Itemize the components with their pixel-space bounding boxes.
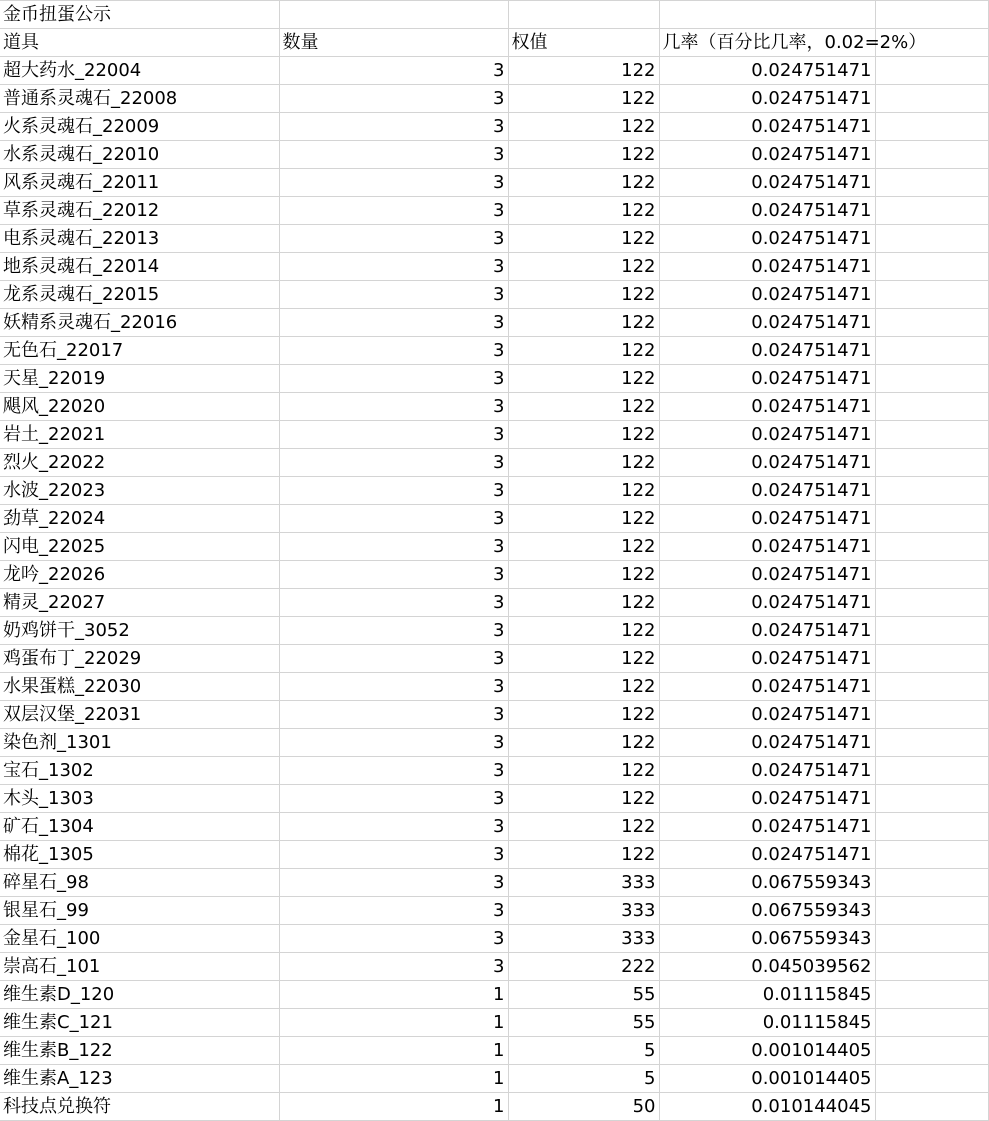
item-cell[interactable]: 劲草_22024: [0, 505, 279, 533]
empty-cell[interactable]: [508, 1, 659, 29]
probability-cell[interactable]: 0.024751471: [659, 617, 875, 645]
quantity-cell[interactable]: 3: [279, 953, 508, 981]
item-cell[interactable]: 银星石_99: [0, 897, 279, 925]
empty-cell[interactable]: [875, 533, 988, 561]
quantity-cell[interactable]: 3: [279, 533, 508, 561]
probability-cell[interactable]: 0.01115845: [659, 1009, 875, 1037]
empty-cell[interactable]: [875, 1009, 988, 1037]
table-row: [0, 281, 988, 309]
weight-cell[interactable]: 122: [508, 253, 659, 281]
weight-cell[interactable]: 122: [508, 617, 659, 645]
empty-cell[interactable]: [875, 85, 988, 113]
quantity-cell[interactable]: 3: [279, 561, 508, 589]
weight-cell[interactable]: 122: [508, 393, 659, 421]
weight-cell[interactable]: 122: [508, 477, 659, 505]
probability-cell[interactable]: 0.024751471: [659, 85, 875, 113]
empty-cell[interactable]: [875, 841, 988, 869]
table-row: [0, 813, 988, 841]
table-row: [0, 113, 988, 141]
weight-cell[interactable]: 122: [508, 841, 659, 869]
weight-cell[interactable]: 333: [508, 897, 659, 925]
weight-cell[interactable]: 122: [508, 813, 659, 841]
empty-cell[interactable]: [875, 953, 988, 981]
probability-cell[interactable]: 0.024751471: [659, 449, 875, 477]
table-row: [0, 841, 988, 869]
empty-cell[interactable]: [875, 169, 988, 197]
weight-cell[interactable]: 55: [508, 1009, 659, 1037]
quantity-cell[interactable]: 3: [279, 365, 508, 393]
weight-cell[interactable]: 122: [508, 337, 659, 365]
item-cell[interactable]: 鸡蛋布丁_22029: [0, 645, 279, 673]
quantity-cell[interactable]: 3: [279, 813, 508, 841]
empty-cell[interactable]: [875, 589, 988, 617]
table-row: [0, 449, 988, 477]
item-cell[interactable]: 火系灵魂石_22009: [0, 113, 279, 141]
table-row: [0, 953, 988, 981]
probability-cell[interactable]: 0.024751471: [659, 757, 875, 785]
empty-cell[interactable]: [875, 365, 988, 393]
header-cell-item[interactable]: 道具: [0, 29, 279, 57]
quantity-cell[interactable]: 1: [279, 1065, 508, 1093]
table-row: [0, 617, 988, 645]
item-cell[interactable]: 维生素D_120: [0, 981, 279, 1009]
quantity-cell[interactable]: 3: [279, 757, 508, 785]
item-cell[interactable]: 妖精系灵魂石_22016: [0, 309, 279, 337]
empty-cell[interactable]: [875, 449, 988, 477]
probability-cell[interactable]: 0.024751471: [659, 589, 875, 617]
table-row: [0, 477, 988, 505]
probability-cell[interactable]: 0.067559343: [659, 897, 875, 925]
weight-cell[interactable]: 122: [508, 421, 659, 449]
table-row: [0, 645, 988, 673]
table-row: [0, 561, 988, 589]
weight-cell[interactable]: 122: [508, 533, 659, 561]
quantity-cell[interactable]: 1: [279, 981, 508, 1009]
quantity-cell[interactable]: 3: [279, 645, 508, 673]
empty-cell[interactable]: [875, 197, 988, 225]
quantity-cell[interactable]: 3: [279, 85, 508, 113]
table-row: [0, 393, 988, 421]
probability-cell[interactable]: 0.024751471: [659, 309, 875, 337]
empty-cell[interactable]: [875, 925, 988, 953]
probability-cell[interactable]: 0.010144045: [659, 1093, 875, 1121]
quantity-cell[interactable]: 3: [279, 897, 508, 925]
weight-cell[interactable]: 122: [508, 589, 659, 617]
item-cell[interactable]: 宝石_1302: [0, 757, 279, 785]
item-cell[interactable]: 矿石_1304: [0, 813, 279, 841]
weight-cell[interactable]: 122: [508, 169, 659, 197]
weight-cell[interactable]: 122: [508, 505, 659, 533]
weight-cell[interactable]: 333: [508, 925, 659, 953]
weight-cell[interactable]: 122: [508, 561, 659, 589]
weight-cell[interactable]: 122: [508, 309, 659, 337]
table-row: [0, 365, 988, 393]
table-row: [0, 785, 988, 813]
quantity-cell[interactable]: 3: [279, 309, 508, 337]
quantity-cell[interactable]: 3: [279, 393, 508, 421]
table-row: [0, 701, 988, 729]
quantity-cell[interactable]: 3: [279, 281, 508, 309]
probability-cell[interactable]: 0.024751471: [659, 505, 875, 533]
weight-cell[interactable]: 50: [508, 1093, 659, 1121]
probability-cell[interactable]: 0.024751471: [659, 113, 875, 141]
weight-cell[interactable]: 122: [508, 757, 659, 785]
item-cell[interactable]: 奶鸡饼干_3052: [0, 617, 279, 645]
weight-cell[interactable]: 333: [508, 869, 659, 897]
quantity-cell[interactable]: 3: [279, 337, 508, 365]
table-row: [0, 57, 988, 85]
quantity-cell[interactable]: 3: [279, 925, 508, 953]
empty-cell[interactable]: [875, 309, 988, 337]
quantity-cell[interactable]: 3: [279, 113, 508, 141]
quantity-cell[interactable]: 3: [279, 169, 508, 197]
table-row: [0, 141, 988, 169]
table-row: [0, 337, 988, 365]
empty-cell[interactable]: [875, 561, 988, 589]
empty-cell[interactable]: [875, 813, 988, 841]
quantity-cell[interactable]: 3: [279, 673, 508, 701]
weight-cell[interactable]: 122: [508, 197, 659, 225]
probability-cell[interactable]: 0.024751471: [659, 701, 875, 729]
table-row: [0, 673, 988, 701]
item-cell[interactable]: 无色石_22017: [0, 337, 279, 365]
item-cell[interactable]: 龙系灵魂石_22015: [0, 281, 279, 309]
table-row: [0, 225, 988, 253]
probability-cell[interactable]: 0.024751471: [659, 421, 875, 449]
item-cell[interactable]: 普通系灵魂石_22008: [0, 85, 279, 113]
empty-cell[interactable]: [875, 673, 988, 701]
item-cell[interactable]: 木头_1303: [0, 785, 279, 813]
probability-cell[interactable]: 0.024751471: [659, 477, 875, 505]
weight-cell[interactable]: 122: [508, 673, 659, 701]
probability-cell[interactable]: 0.024751471: [659, 533, 875, 561]
table-row: [0, 169, 988, 197]
item-cell[interactable]: 维生素B_122: [0, 1037, 279, 1065]
table-row: [0, 1009, 988, 1037]
empty-cell[interactable]: [875, 981, 988, 1009]
item-cell[interactable]: 碎星石_98: [0, 869, 279, 897]
quantity-cell[interactable]: 3: [279, 141, 508, 169]
table-row: [0, 505, 988, 533]
probability-cell[interactable]: 0.067559343: [659, 925, 875, 953]
quantity-cell[interactable]: 3: [279, 841, 508, 869]
item-cell[interactable]: 维生素C_121: [0, 1009, 279, 1037]
probability-cell[interactable]: 0.001014405: [659, 1065, 875, 1093]
item-cell[interactable]: 水波_22023: [0, 477, 279, 505]
item-cell[interactable]: 水果蛋糕_22030: [0, 673, 279, 701]
probability-cell[interactable]: 0.024751471: [659, 365, 875, 393]
empty-cell[interactable]: [279, 1, 508, 29]
table-row: [0, 1037, 988, 1065]
weight-cell[interactable]: 5: [508, 1037, 659, 1065]
table-row: [0, 757, 988, 785]
weight-cell[interactable]: 55: [508, 981, 659, 1009]
empty-cell[interactable]: [875, 281, 988, 309]
item-cell[interactable]: 双层汉堡_22031: [0, 701, 279, 729]
table-row: [0, 85, 988, 113]
probability-cell[interactable]: 0.024751471: [659, 141, 875, 169]
probability-cell[interactable]: 0.024751471: [659, 561, 875, 589]
empty-cell[interactable]: [875, 1065, 988, 1093]
empty-cell[interactable]: [875, 337, 988, 365]
empty-cell[interactable]: [875, 757, 988, 785]
item-cell[interactable]: 飓风_22020: [0, 393, 279, 421]
probability-cell[interactable]: 0.024751471: [659, 813, 875, 841]
weight-cell[interactable]: 222: [508, 953, 659, 981]
item-cell[interactable]: 龙吟_22026: [0, 561, 279, 589]
probability-cell[interactable]: 0.024751471: [659, 785, 875, 813]
empty-cell[interactable]: [875, 141, 988, 169]
table-row: [0, 309, 988, 337]
table-row: [0, 925, 988, 953]
empty-cell[interactable]: [875, 701, 988, 729]
probability-cell[interactable]: 0.024751471: [659, 673, 875, 701]
item-cell[interactable]: 地系灵魂石_22014: [0, 253, 279, 281]
quantity-cell[interactable]: 3: [279, 869, 508, 897]
empty-cell[interactable]: [875, 1037, 988, 1065]
quantity-cell[interactable]: 1: [279, 1093, 508, 1121]
item-cell[interactable]: 精灵_22027: [0, 589, 279, 617]
empty-cell[interactable]: [875, 785, 988, 813]
item-cell[interactable]: 风系灵魂石_22011: [0, 169, 279, 197]
title-row: [0, 1, 988, 29]
empty-cell[interactable]: [875, 505, 988, 533]
table-row: [0, 1093, 988, 1121]
weight-cell[interactable]: 122: [508, 365, 659, 393]
quantity-cell[interactable]: 1: [279, 1037, 508, 1065]
probability-cell[interactable]: 0.024751471: [659, 337, 875, 365]
probability-cell[interactable]: 0.024751471: [659, 393, 875, 421]
item-cell[interactable]: 金星石_100: [0, 925, 279, 953]
table-row: [0, 981, 988, 1009]
weight-cell[interactable]: 122: [508, 785, 659, 813]
quantity-cell[interactable]: 3: [279, 225, 508, 253]
item-cell[interactable]: 水系灵魂石_22010: [0, 141, 279, 169]
header-cell-probability[interactable]: 几率（百分比几率，0.02=2%）: [659, 29, 875, 57]
probability-cell[interactable]: 0.045039562: [659, 953, 875, 981]
spreadsheet-body: [0, 1, 988, 1121]
weight-cell[interactable]: 122: [508, 225, 659, 253]
weight-cell[interactable]: 122: [508, 729, 659, 757]
table-row: [0, 197, 988, 225]
quantity-cell[interactable]: 1: [279, 1009, 508, 1037]
quantity-cell[interactable]: 3: [279, 505, 508, 533]
empty-cell[interactable]: [659, 1, 875, 29]
item-cell[interactable]: 染色剂_1301: [0, 729, 279, 757]
probability-cell[interactable]: 0.024751471: [659, 253, 875, 281]
empty-cell[interactable]: [875, 617, 988, 645]
table-row: [0, 1065, 988, 1093]
weight-cell[interactable]: 122: [508, 701, 659, 729]
item-cell[interactable]: 超大药水_22004: [0, 57, 279, 85]
quantity-cell[interactable]: 3: [279, 589, 508, 617]
empty-cell[interactable]: [875, 57, 988, 85]
weight-cell[interactable]: 122: [508, 645, 659, 673]
weight-cell[interactable]: 122: [508, 449, 659, 477]
probability-cell[interactable]: 0.067559343: [659, 869, 875, 897]
probability-cell[interactable]: 0.024751471: [659, 169, 875, 197]
empty-cell[interactable]: [875, 1, 988, 29]
empty-cell[interactable]: [875, 1093, 988, 1121]
quantity-cell[interactable]: 3: [279, 421, 508, 449]
header-cell-quantity[interactable]: 数量: [279, 29, 508, 57]
weight-cell[interactable]: 122: [508, 85, 659, 113]
probability-cell[interactable]: 0.024751471: [659, 281, 875, 309]
probability-cell[interactable]: 0.024751471: [659, 645, 875, 673]
probability-cell[interactable]: 0.024751471: [659, 729, 875, 757]
empty-cell[interactable]: [875, 869, 988, 897]
weight-cell[interactable]: 122: [508, 113, 659, 141]
empty-cell[interactable]: [875, 421, 988, 449]
item-cell[interactable]: 闪电_22025: [0, 533, 279, 561]
empty-cell[interactable]: [875, 225, 988, 253]
empty-cell[interactable]: [875, 253, 988, 281]
probability-cell[interactable]: 0.024751471: [659, 197, 875, 225]
item-cell[interactable]: 天星_22019: [0, 365, 279, 393]
table-row: [0, 421, 988, 449]
item-cell[interactable]: 维生素A_123: [0, 1065, 279, 1093]
probability-cell[interactable]: 0.024751471: [659, 225, 875, 253]
table-row: [0, 869, 988, 897]
item-cell[interactable]: 科技点兑换符: [0, 1093, 279, 1121]
sheet-title-cell[interactable]: 金币扭蛋公示: [0, 1, 279, 29]
table-row: [0, 253, 988, 281]
probability-cell[interactable]: 0.001014405: [659, 1037, 875, 1065]
weight-cell[interactable]: 5: [508, 1065, 659, 1093]
quantity-cell[interactable]: 3: [279, 57, 508, 85]
quantity-cell[interactable]: 3: [279, 617, 508, 645]
item-cell[interactable]: 草系灵魂石_22012: [0, 197, 279, 225]
table-row: [0, 533, 988, 561]
item-cell[interactable]: 棉花_1305: [0, 841, 279, 869]
header-cell-weight[interactable]: 权值: [508, 29, 659, 57]
item-cell[interactable]: 电系灵魂石_22013: [0, 225, 279, 253]
item-cell[interactable]: 崇高石_101: [0, 953, 279, 981]
probability-cell[interactable]: 0.024751471: [659, 841, 875, 869]
header-row: [0, 29, 988, 57]
table-row: [0, 897, 988, 925]
empty-cell[interactable]: [875, 477, 988, 505]
weight-cell[interactable]: 122: [508, 57, 659, 85]
weight-cell[interactable]: 122: [508, 141, 659, 169]
empty-cell[interactable]: [875, 897, 988, 925]
empty-cell[interactable]: [875, 645, 988, 673]
item-cell[interactable]: 烈火_22022: [0, 449, 279, 477]
quantity-cell[interactable]: 3: [279, 729, 508, 757]
quantity-cell[interactable]: 3: [279, 253, 508, 281]
table-row: [0, 729, 988, 757]
quantity-cell[interactable]: 3: [279, 477, 508, 505]
empty-cell[interactable]: [875, 729, 988, 757]
weight-cell[interactable]: 122: [508, 281, 659, 309]
probability-cell[interactable]: 0.024751471: [659, 57, 875, 85]
quantity-cell[interactable]: 3: [279, 197, 508, 225]
quantity-cell[interactable]: 3: [279, 701, 508, 729]
quantity-cell[interactable]: 3: [279, 785, 508, 813]
empty-cell[interactable]: [875, 113, 988, 141]
table-row: [0, 589, 988, 617]
probability-cell[interactable]: 0.01115845: [659, 981, 875, 1009]
empty-cell[interactable]: [875, 393, 988, 421]
item-cell[interactable]: 岩土_22021: [0, 421, 279, 449]
quantity-cell[interactable]: 3: [279, 449, 508, 477]
